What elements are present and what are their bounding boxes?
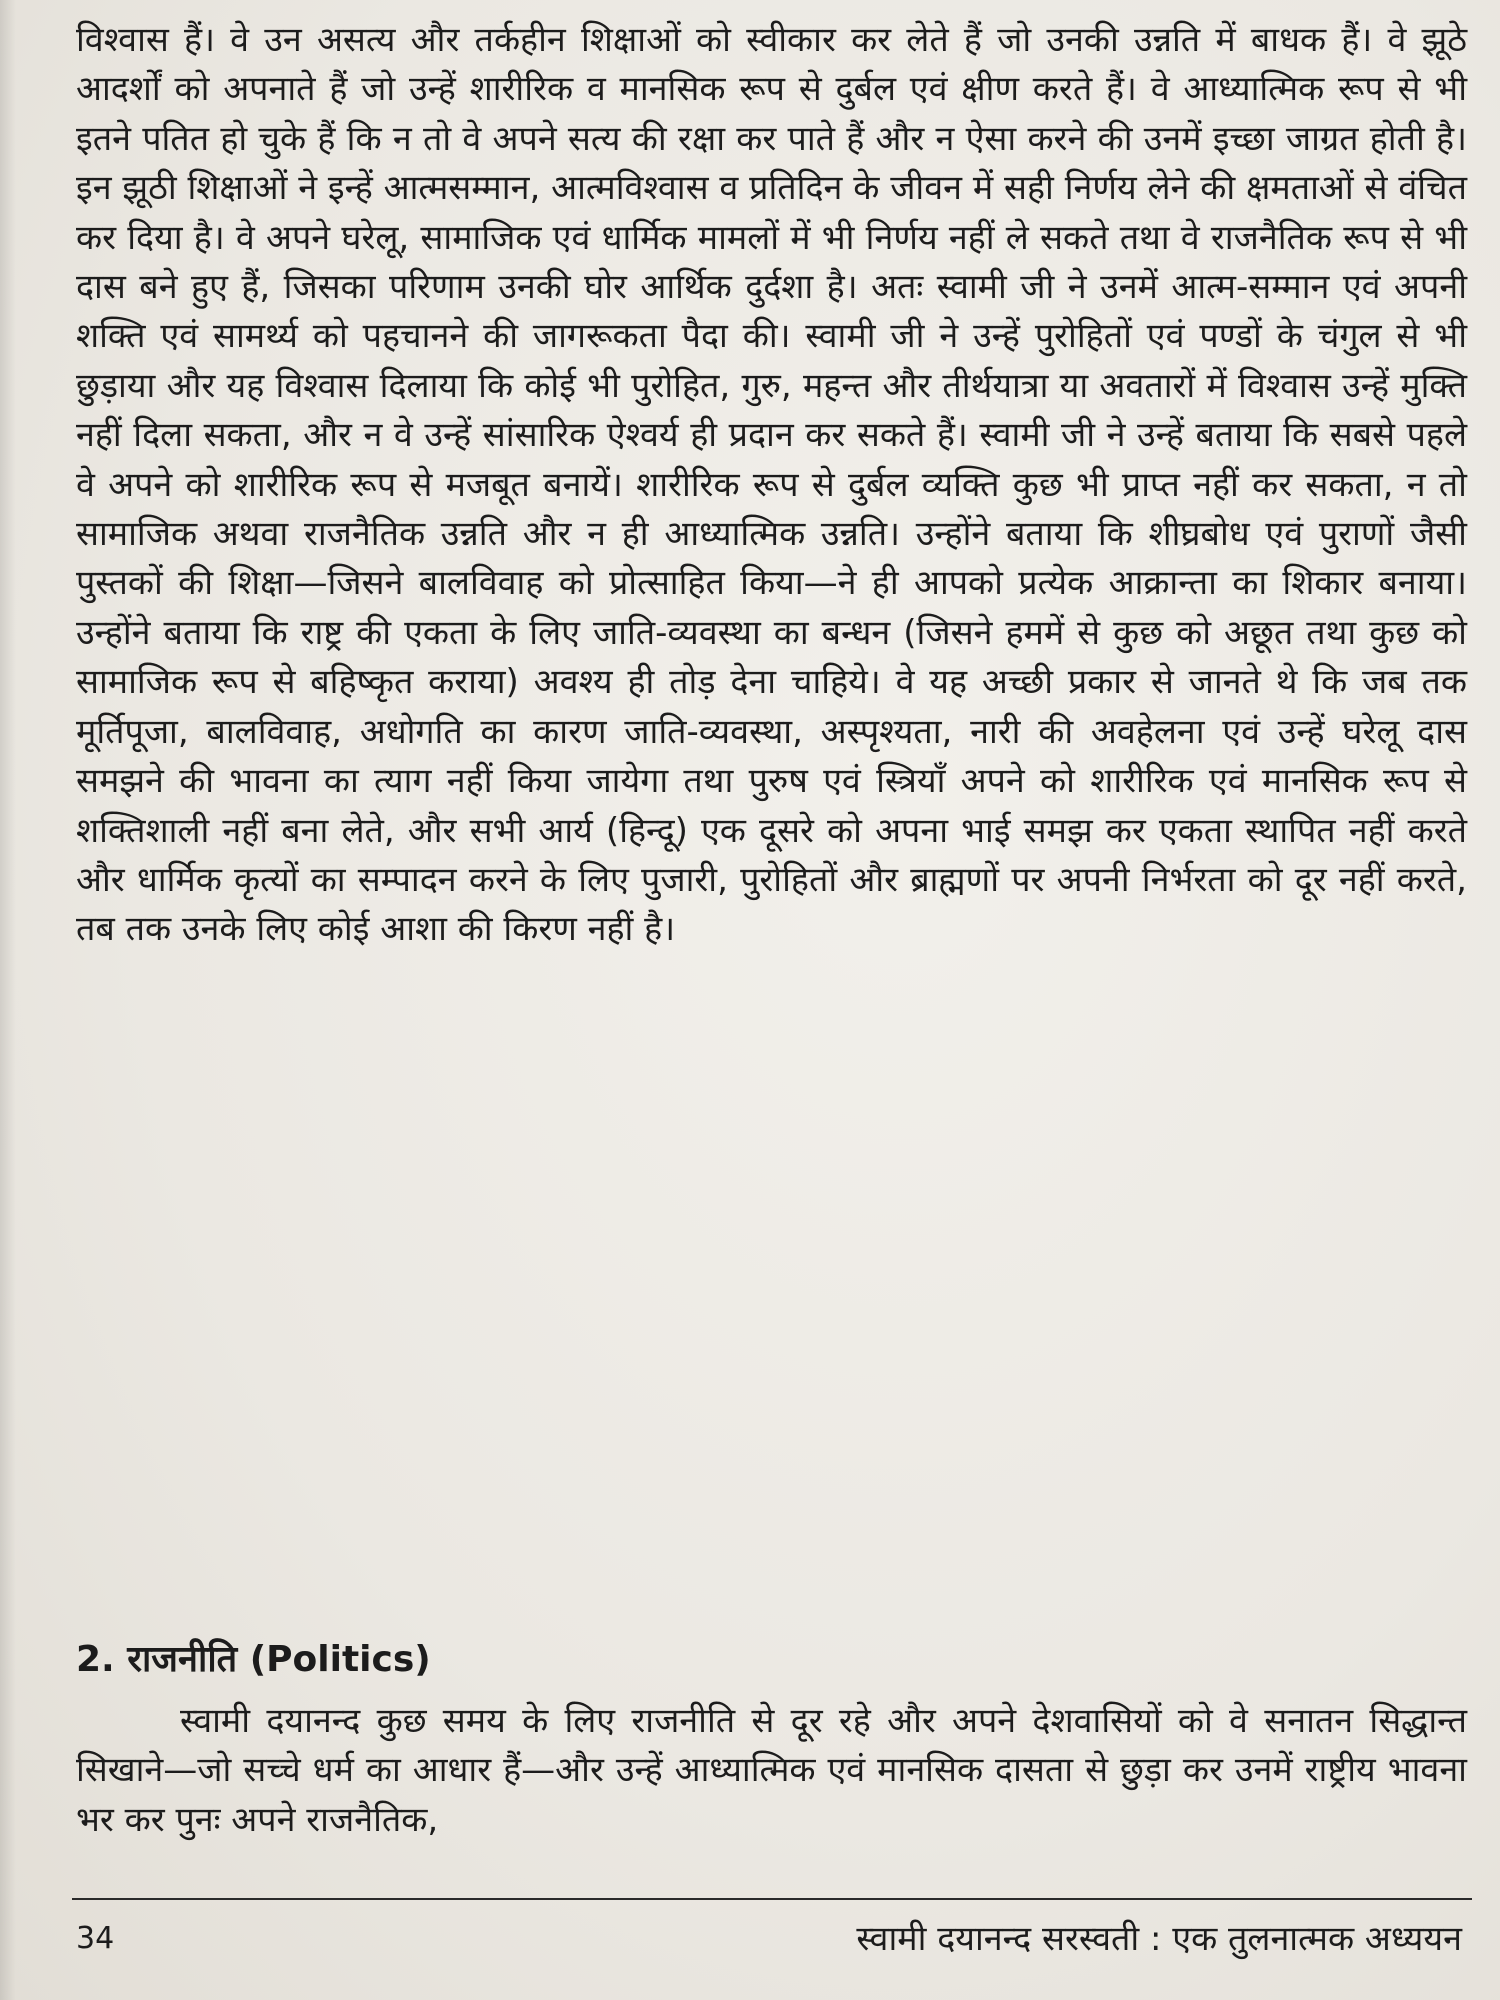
body-paragraph-2: स्वामी दयानन्द कुछ समय के लिए राजनीति से दूर रहे और अपने देशवासियों को वे सनातन सिद्धान्त सिखाने—जो सच्चे धर्म का आधार हैं—और उन्हें आध्यात्मिक एवं मानसिक दासता से छुड़ा कर उनमें राष्ट्रीय भावना भर कर पुनः अपने राजनैतिक, <box>76 1701 1467 1840</box>
footer-divider <box>72 1898 1472 1900</box>
body-paragraph-1: विश्वास हैं। वे उन असत्य और तर्कहीन शिक्षाओं को स्वीकार कर लेते हैं जो उनकी उन्नति में बाधक हैं। वे झूठे आदर्शों को अपनाते हैं जो उन्हें शारीरिक व मानसिक रूप से दुर्बल एवं क्षीण करते हैं। वे आध्यात्मिक रूप से भी इतने पतित हो चुके हैं कि न तो वे अपने सत्य की रक्षा कर पाते हैं और न ऐसा करने की उनमें इच्छा जाग्रत होती है। इन झूठी शिक्षाओं ने इन्हें आत्मसम्मान, आत्मविश्वास व प्रतिदिन के जीवन में सही निर्णय लेने की क्षमताओं से वंचित कर दिया है। वे अपने घरेलू, सामाजिक एवं धार्मिक मामलों में भी निर्णय नहीं ले सकते तथा वे राजनैतिक रूप से भी दास बने हुए हैं, जिसका परिणाम उनकी घोर आर्थिक दुर्दशा है। अतः स्वामी जी ने उनमें आत्म-सम्मान एवं अपनी शक्ति एवं सामर्थ्य को पहचानने की जागरूकता पैदा की। स्वामी जी ने उन्हें पुरोहितों एवं पण्डों के चंगुल से भी छुड़ाया और यह विश्वास दिलाया कि कोई भी पुरोहित, गुरु, महन्त और तीर्थयात्रा या अवतारों में विश्वास उन्हें मुक्ति नहीं दिला सकता, और न वे उन्हें सांसारिक ऐश्वर्य ही प्रदान कर सकते हैं। स्वामी जी ने उन्हें बताया कि सबसे पहले वे अपने को शारीरिक रूप से मजबूत बनायें। शारीरिक रूप से दुर्बल व्यक्ति कुछ भी प्राप्त नहीं कर सकता, न तो सामाजिक अथवा राजनैतिक उन्नति और न ही आध्यात्मिक उन्नति। उन्होंने बताया कि शीघ्रबोध एवं पुराणों जैसी पुस्तकों की शिक्षा—जिसने बालविवाह को प्रोत्साहित किया—ने ही आपको प्रत्येक आक्रान्ता का शिकार बनाया। उन्होंने बताया कि राष्ट्र की एकता के लिए जाति-व्यवस्था का बन्धन (जिसने हममें से कुछ को अछूत तथा कुछ को सामाजिक रूप से बहिष्कृत कराया) अवश्य ही तोड़ देना चाहिये। वे यह अच्छी प्रकार से जानते थे कि जब तक मूर्तिपूजा, बालविवाह, अधोगति का कारण जाति-व्यवस्था, अस्पृश्यता, नारी की अवहेलना एवं उन्हें घरेलू दास समझने की भावना का त्याग नहीं किया जायेगा तथा पुरुष एवं स्त्रियाँ अपने को शारीरिक एवं मानसिक रूप से शक्तिशाली नहीं बना लेते, और सभी आर्य (हिन्दू) एक दूसरे को अपना भाई समझ कर एकता स्थापित नहीं करते और धार्मिक कृत्यों का सम्पादन करने के लिए पुजारी, पुरोहितों और ब्राह्मणों पर अपनी निर्भरता को दूर नहीं करते, तब तक उनके लिए कोई आशा की किरण नहीं है। <box>76 20 1467 950</box>
running-footer-title: स्वामी दयानन्द सरस्वती : एक तुलनात्मक अध्ययन <box>856 1919 1462 1959</box>
page-number: 34 <box>76 1921 115 1956</box>
binding-shadow <box>0 0 16 2000</box>
section-heading: 2. राजनीति (Politics) <box>76 1639 431 1680</box>
